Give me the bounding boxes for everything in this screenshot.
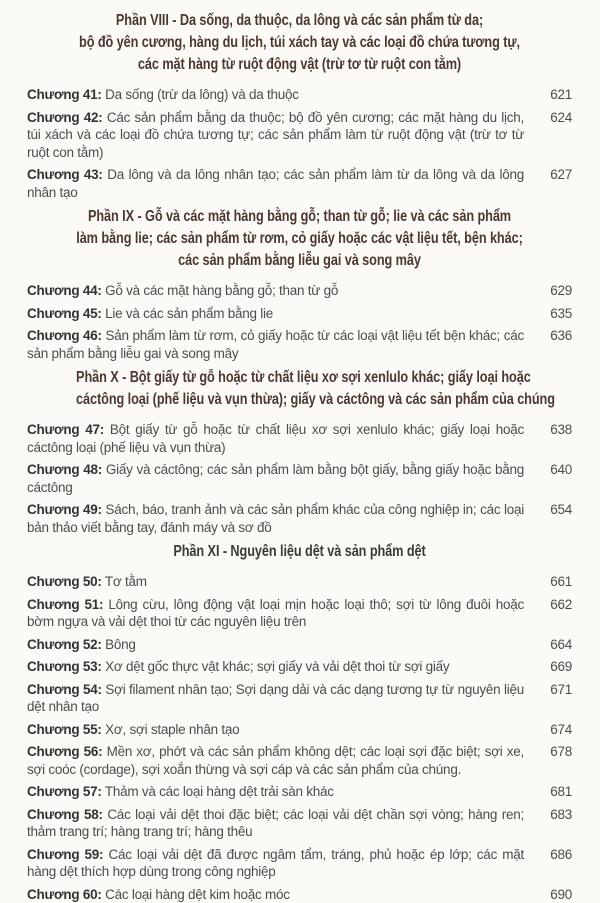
chapter-title [27,806,538,841]
chapter-description: Thảm và các loại hàng dệt trải sàn khác [105,784,334,799]
part-heading-part-ix [27,206,572,272]
toc-entry-chapter-54 [27,681,572,716]
page-number: 661 [538,573,572,591]
toc-entry-chapter-55 [27,721,572,739]
chapter-label: Chương 55: [27,722,102,737]
toc-entry-chapter-42 [27,109,572,162]
chapter-description: Mền xơ, phớt và các sản phẩm không dệt; các loại sợi đặc biệt; sợi xe, sợi coóc (cordage), sợi xoắn thừng và sợi cáp và các sản phẩm của chúng. [27,744,524,777]
chapter-title [27,327,538,362]
chapter-label: Chương 54: [27,682,102,697]
chapter-description: Da sống (trừ da lông) và da thuộc [105,87,299,102]
chapter-label: Chương 58: [27,807,103,822]
chapter-description: Xơ, sợi staple nhân tạo [105,722,239,737]
page-number: 640 [538,461,572,479]
chapter-label: Chương 41: [27,87,102,102]
page-number: 638 [538,421,572,439]
chapter-label: Chương 59: [27,847,103,862]
page-number: 662 [538,596,572,614]
chapter-title [27,501,538,536]
chapter-label: Chương 56: [27,744,102,759]
page-number: 671 [538,681,572,699]
chapter-description: Các sản phẩm bằng da thuộc; bộ đồ yên cương; các mặt hàng du lịch, túi xách và các loại đồ chứa tương tự; các sản phẩm làm từ ruột động vật (trừ tơ từ ruột con tằm) [27,110,524,160]
part-heading-line: Phần IX - Gỗ và các mặt hàng bằng gỗ; than từ gỗ; lie và các sản phẩm [76,206,523,228]
toc-entry-chapter-57 [27,783,572,801]
chapter-label: Chương 43: [27,167,103,182]
toc-entry-chapter-51 [27,596,572,631]
chapter-label: Chương 60: [27,887,102,902]
part-heading-line: làm bằng lie; các sản phẩm từ rơm, cỏ giấy hoặc các vật liệu tết, bện khác; [76,228,523,250]
part-heading-line: các mặt hàng từ ruột động vật (trừ tơ từ ruột con tằm) [76,54,523,76]
chapter-title [27,886,538,903]
page-number: 621 [538,86,572,104]
part-heading-line: cáctông loại (phế liệu và vụn thừa); giấy và cáctông và các sản phẩm của chúng [76,389,523,411]
page-number: 683 [538,806,572,824]
toc-entry-chapter-48 [27,461,572,496]
chapter-label: Chương 46: [27,328,102,343]
chapter-title [27,681,538,716]
chapter-description: Gỗ và các mặt hàng bằng gỗ; than từ gỗ [105,283,338,298]
page-number: 654 [538,501,572,519]
chapter-title [27,86,538,104]
chapter-label: Chương 44: [27,283,102,298]
page-number: 674 [538,721,572,739]
part-heading-line: các sản phẩm bằng liễu gai và song mây [76,250,523,272]
chapter-title [27,573,538,591]
chapter-description: Sản phẩm làm từ rơm, cỏ giấy hoặc từ các loại vật liệu tết bện khác; các sản phẩm bằng liễu gai và song mây [27,328,524,361]
toc-entry-chapter-53 [27,658,572,676]
chapter-title [27,461,538,496]
chapter-title [27,658,538,676]
chapter-label: Chương 53: [27,659,102,674]
chapter-title [27,636,538,654]
chapter-description: Giấy và cáctông; các sản phẩm làm bằng bột giấy, bằng giấy hoặc bằng cáctông [27,462,524,495]
chapter-label: Chương 50: [27,574,102,589]
part-heading-line: bộ đồ yên cương, hàng du lịch, túi xách tay và các loại đồ chứa tương tự, [76,32,523,54]
chapter-label: Chương 52: [27,637,102,652]
part-heading-part-x [27,367,572,411]
chapter-title [27,783,538,801]
toc-entry-chapter-56 [27,743,572,778]
page-number: 681 [538,783,572,801]
chapter-title [27,305,538,323]
toc-entry-chapter-41 [27,86,572,104]
toc-entry-chapter-43 [27,166,572,201]
chapter-title [27,596,538,631]
page-number: 686 [538,846,572,864]
chapter-description: Sách, báo, tranh ảnh và các sản phẩm khác của công nghiệp in; các loại bản thảo viết bằng tay, đánh máy và sơ đồ [27,502,524,535]
page-number: 624 [538,109,572,127]
chapter-description: Các loại vải dệt đã được ngâm tẩm, tráng, phủ hoặc ép lớp; các mặt hàng dệt thích hợp dùng trong công nghiệp [27,847,524,880]
toc-entry-chapter-46 [27,327,572,362]
page-number: 664 [538,636,572,654]
chapter-description: Xơ dệt gốc thực vật khác; sợi giấy và vải dệt thoi từ sợi giấy [105,659,449,674]
toc-entry-chapter-45 [27,305,572,323]
chapter-description: Lie và các sản phẩm bằng lie [105,306,273,321]
chapter-description: Da lông và da lông nhân tạo; các sản phẩm làm từ da lông và da lông nhân tạo [27,167,524,200]
toc-entry-chapter-60 [27,886,572,903]
chapter-label: Chương 45: [27,306,102,321]
chapter-label: Chương 49: [27,502,102,517]
chapter-label: Chương 48: [27,462,102,477]
chapter-title [27,109,538,162]
chapter-title [27,421,538,456]
toc-entry-chapter-50 [27,573,572,591]
part-heading-part-xi [27,541,572,563]
chapter-label: Chương 42: [27,110,102,125]
chapter-title [27,721,538,739]
page-number: 629 [538,282,572,300]
chapter-title [27,743,538,778]
toc-entry-chapter-44 [27,282,572,300]
chapter-description: Các loại vải dệt thoi đặc biệt; các loại vải dệt chần sợi vòng; hàng ren; thảm trang trí; hàng trang trí; hàng thêu [27,807,524,840]
page-number: 627 [538,166,572,184]
chapter-description: Sợi filament nhân tạo; Sợi dạng dải và các dạng tương tự từ nguyên liệu dệt nhân tạo [27,682,524,715]
page-number: 690 [538,886,572,903]
chapter-description: Các loại hàng dệt kim hoặc móc [105,887,290,902]
part-heading-line: Phần X - Bột giấy từ gỗ hoặc từ chất liệu xơ sợi xenlulo khác; giấy loại hoặc [76,367,523,389]
page-number: 635 [538,305,572,323]
chapter-description: Bông [105,637,136,652]
table-of-contents [27,10,572,903]
chapter-description: Lông cừu, lông động vật loại mịn hoặc loại thô; sợi từ lông đuôi hoặc bờm ngựa và vải dệt thoi từ các nguyên liệu trên [27,597,524,630]
chapter-title [27,282,538,300]
page-number: 678 [538,743,572,761]
chapter-title [27,846,538,881]
toc-entry-chapter-52 [27,636,572,654]
chapter-description: Tơ tằm [105,574,147,589]
toc-entry-chapter-49 [27,501,572,536]
part-heading-line: Phần XI - Nguyên liệu dệt và sản phẩm dệt [76,541,523,563]
part-heading-part-viii [27,10,572,76]
page-number: 636 [538,327,572,345]
chapter-label: Chương 57: [27,784,102,799]
toc-entry-chapter-58 [27,806,572,841]
chapter-label: Chương 51: [27,597,103,612]
part-heading-line: Phần VIII - Da sống, da thuộc, da lông và các sản phẩm từ da; [76,10,523,32]
toc-entry-chapter-47 [27,421,572,456]
toc-entry-chapter-59 [27,846,572,881]
chapter-description: Bột giấy từ gỗ hoặc từ chất liệu xơ sợi xenlulo khác; giấy loại hoặc cáctông loại (phế liệu và vụn thừa) [27,422,524,455]
page-number: 669 [538,658,572,676]
chapter-title [27,166,538,201]
chapter-label: Chương 47: [27,422,104,437]
